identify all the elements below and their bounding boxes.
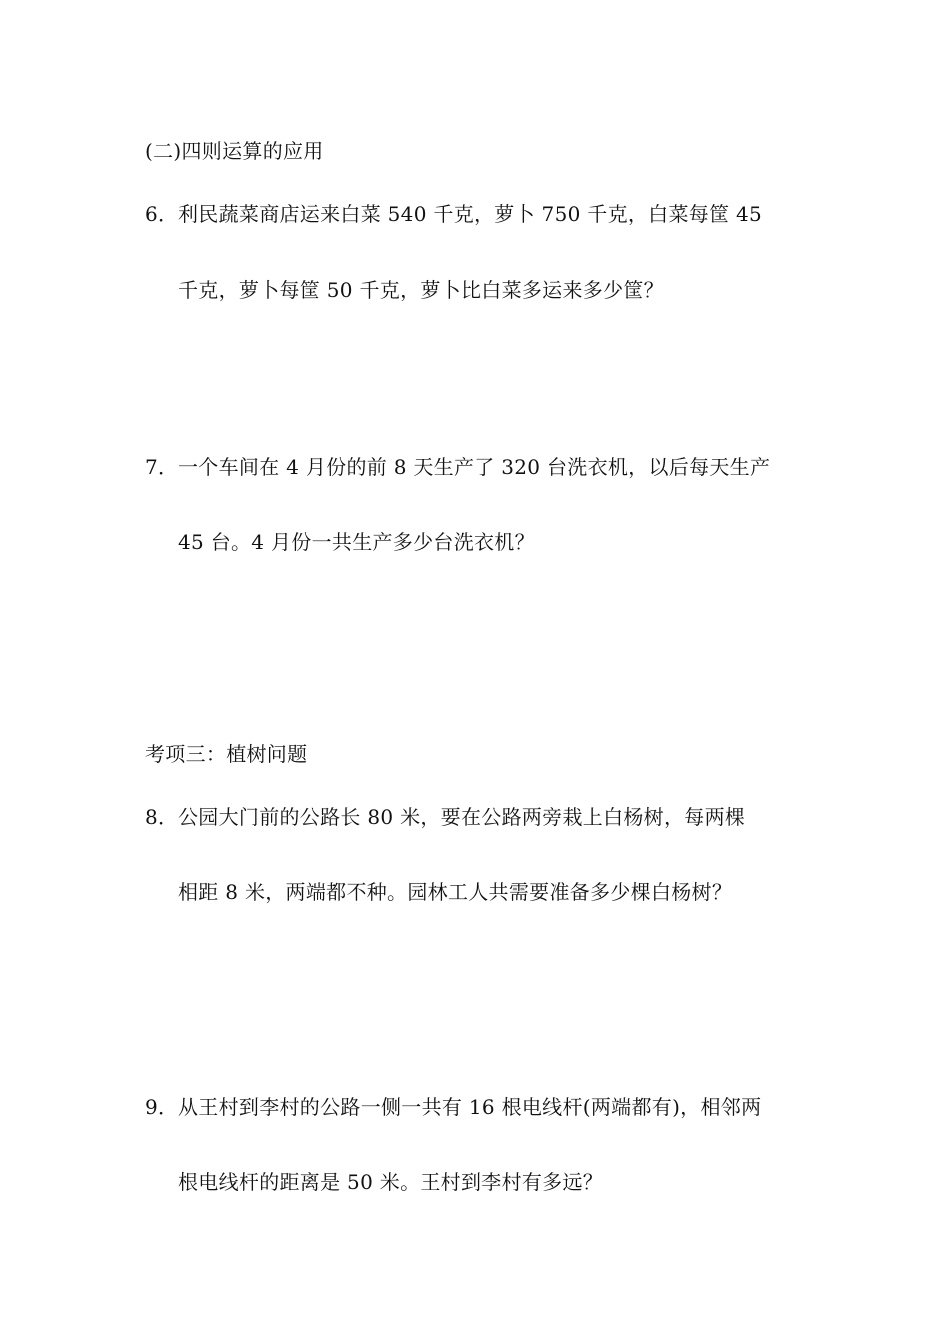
problem-number: 6． — [145, 202, 179, 226]
problem-text: 一个车间在 4 月份的前 8 天生产了 320 台洗衣机，以后每天生产 — [178, 455, 771, 479]
problem-6-line-1 — [145, 200, 762, 228]
section-heading-arithmetic-applications: (二)四则运算的应用 — [145, 139, 324, 163]
problem-8-line-2: 相距 8 米，两端都不种。园林工人共需要准备多少棵白杨树？ — [178, 880, 733, 904]
problem-8-line-1 — [145, 803, 745, 831]
problem-text: 利民蔬菜商店运来白菜 540 千克，萝卜 750 千克，白菜每筐 45 — [178, 202, 763, 226]
problem-7-line-1 — [145, 453, 770, 481]
problem-6-line-2: 千克，萝卜每筐 50 千克，萝卜比白菜多运来多少筐？ — [178, 278, 664, 302]
problem-9-line-2: 根电线杆的距离是 50 米。王村到李村有多远？ — [178, 1170, 604, 1194]
problem-text: 公园大门前的公路长 80 米，要在公路两旁栽上白杨树，每两棵 — [178, 805, 746, 829]
problem-number: 9． — [145, 1095, 179, 1119]
problem-9-line-1 — [145, 1093, 761, 1121]
problem-text: 从王村到李村的公路一侧一共有 16 根电线杆(两端都有)，相邻两 — [178, 1095, 762, 1119]
problem-number: 7． — [145, 455, 179, 479]
problem-7-line-2: 45 台。4 月份一共生产多少台洗衣机？ — [178, 530, 535, 554]
problem-number: 8． — [145, 805, 179, 829]
section-heading-tree-planting: 考项三：植树问题 — [145, 742, 308, 766]
